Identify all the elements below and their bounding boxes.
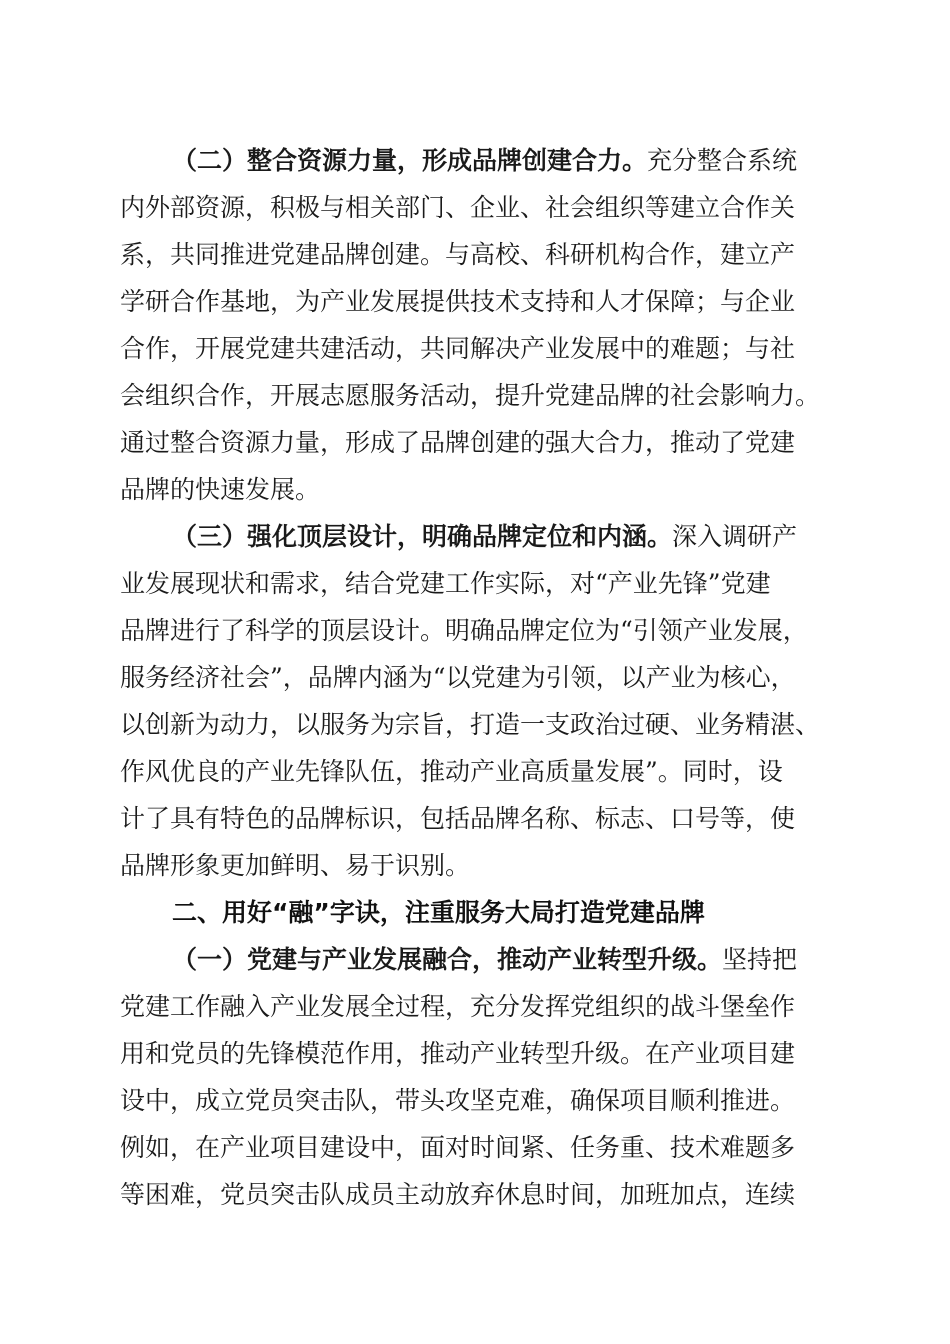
paragraph-line xyxy=(172,522,797,552)
paragraph-lead: （三）强化顶层设计，明确品牌定位和内涵。 xyxy=(172,522,673,551)
paragraph-line: 内外部资源，积极与相关部门、企业、社会组织等建立合作关 xyxy=(120,193,796,222)
paragraph-line: 品牌的快速发展。 xyxy=(120,475,321,504)
paragraph-line xyxy=(172,146,797,176)
paragraph-text: 充分整合系统 xyxy=(647,146,798,175)
paragraph-line xyxy=(172,945,797,975)
paragraph-lead: （二）整合资源力量，形成品牌创建合力。 xyxy=(172,146,648,175)
paragraph-line: 设中，成立党员突击队，带头攻坚克难，确保项目顺利推进。 xyxy=(120,1086,796,1115)
paragraph-lead: （一）党建与产业发展融合，推动产业转型升级。 xyxy=(172,945,723,974)
paragraph-line: 学研合作基地，为产业发展提供技术支持和人才保障；与企业 xyxy=(120,287,796,316)
paragraph-line: 计了具有特色的品牌标识，包括品牌名称、标志、口号等，使 xyxy=(120,804,796,833)
paragraph-line: 通过整合资源力量，形成了品牌创建的强大合力，推动了党建 xyxy=(120,428,796,457)
paragraph-line: 作风优良的产业先锋队伍，推动产业高质量发展”。同时，设 xyxy=(120,757,783,786)
paragraph-line: 以创新为动力，以服务为宗旨，打造一支政治过硬、业务精湛、 xyxy=(120,710,821,739)
section-heading: 二、用好“融”字诀，注重服务大局打造党建品牌 xyxy=(172,898,705,927)
paragraph-line: 合作，开展党建共建活动，共同解决产业发展中的难题；与社 xyxy=(120,334,796,363)
paragraph-text: 坚持把 xyxy=(722,945,798,974)
paragraph-line: 业发展现状和需求，结合党建工作实际，对“产业先锋”党建 xyxy=(120,569,771,598)
paragraph-line: 品牌形象更加鲜明、易于识别。 xyxy=(120,851,471,880)
paragraph-line: 用和党员的先锋模范作用，推动产业转型升级。在产业项目建 xyxy=(120,1039,796,1068)
paragraph-line: 党建工作融入产业发展全过程，充分发挥党组织的战斗堡垒作 xyxy=(120,992,796,1021)
paragraph-text: 深入调研产 xyxy=(672,522,798,551)
paragraph-line: 等困难，党员突击队成员主动放弃休息时间，加班加点，连续 xyxy=(120,1180,796,1209)
paragraph-line: 系，共同推进党建品牌创建。与高校、科研机构合作，建立产 xyxy=(120,240,796,269)
paragraph-line: 会组织合作，开展志愿服务活动，提升党建品牌的社会影响力。 xyxy=(120,381,821,410)
paragraph-line: 服务经济社会”，品牌内涵为“以党建为引领，以产业为核心， xyxy=(120,663,796,692)
paragraph-line: 例如，在产业项目建设中，面对时间紧、任务重、技术难题多 xyxy=(120,1133,796,1162)
paragraph-line: 品牌进行了科学的顶层设计。明确品牌定位为“引领产业发展， xyxy=(120,616,808,645)
